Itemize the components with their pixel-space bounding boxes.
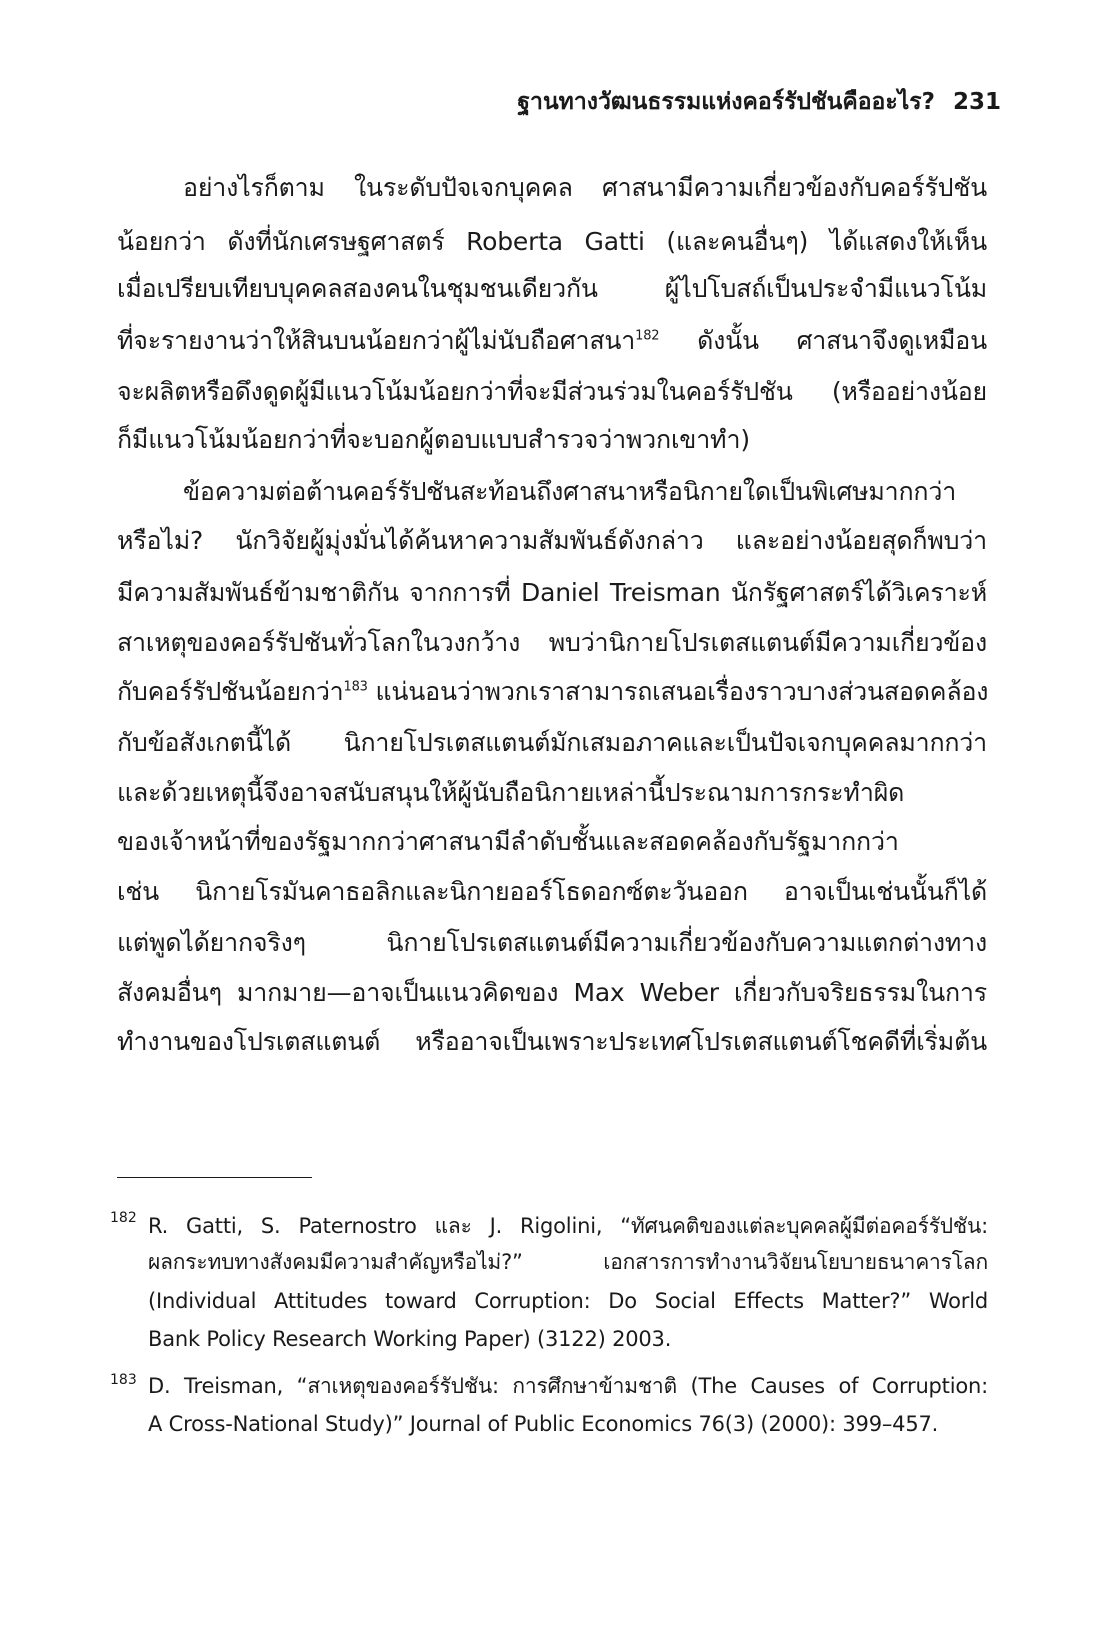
running-head (517, 84, 1001, 120)
body-line: แต่พูดได้ยากจริงๆ นิกายโปรเตสแตนต์มีความเกี่ยวข้องกับความแตกต่างทาง (117, 928, 987, 957)
body-line-part: แน่นอนว่าพวกเราสามารถเสนอเรื่องราวบางส่วนสอดคล้อง (367, 677, 989, 706)
footnote-ref-182[interactable]: 182 (635, 328, 660, 344)
body-line: จะผลิตหรือดึงดูดผู้มีแนวโน้มน้อยกว่าที่จะมีส่วนร่วมในคอร์รัปชัน (หรืออย่างน้อย (117, 377, 987, 406)
body-line: สังคมอื่นๆ มากมาย—อาจเป็นแนวคิดของ Max Weber เกี่ยวกับจริยธรรมในการ (117, 978, 987, 1007)
running-head-title: ฐานทางวัฒนธรรมแห่งคอร์รัปชันคืออะไร? (517, 89, 935, 115)
body-line: สาเหตุของคอร์รัปชันทั่วโลกในวงกว้าง พบว่านิกายโปรเตสแตนต์มีความเกี่ยวข้อง (117, 628, 987, 657)
footnote-line: D. Treisman, “สาเหตุของคอร์รัปชัน: การศึกษาข้ามชาติ (The Causes of Corruption: (148, 1374, 988, 1398)
footnote-ref-183[interactable]: 183 (343, 679, 368, 695)
body-line-with-ref (117, 325, 987, 357)
body-line: ข้อความต่อต้านคอร์รัปชันสะท้อนถึงศาสนาหรือนิกายใดเป็นพิเศษมากกว่า (183, 477, 957, 506)
body-line: กับข้อสังเกตนี้ได้ นิกายโปรเตสแตนต์มักเสมอภาคและเป็นปัจเจกบุคคลมากกว่า (117, 728, 987, 757)
body-line-part: ที่จะรายงานว่าให้สินบนน้อยกว่าผู้ไม่นับถือศาสนา (117, 326, 636, 355)
footnote-number: 182 (110, 1210, 137, 1226)
body-line: เช่น นิกายโรมันคาธอลิกและนิกายออร์โธดอกซ์ตะวันออก อาจเป็นเช่นนั้นก็ได้ (117, 877, 987, 906)
body-line: ก็มีแนวโน้มน้อยกว่าที่จะบอกผู้ตอบแบบสำรวจว่าพวกเขาทำ) (117, 425, 750, 454)
body-line: มีความสัมพันธ์ข้ามชาติกัน จากการที่ Daniel Treisman นักรัฐศาสตร์ได้วิเคราะห์ (117, 578, 987, 607)
footnote-number: 183 (110, 1372, 137, 1388)
body-line: น้อยกว่า ดังที่นักเศรษฐศาสตร์ Roberta Gatti (และคนอื่นๆ) ได้แสดงให้เห็น (117, 227, 987, 256)
body-line: หรือไม่? นักวิจัยผู้มุ่งมั่นได้ค้นหาความสัมพันธ์ดังกล่าว และอย่างน้อยสุดก็พบว่า (117, 526, 987, 555)
footnote-line: ผลกระทบทางสังคมมีความสำคัญหรือไม่?” เอกสารการทำงานวิจัยนโยบายธนาคารโลก (148, 1250, 988, 1274)
footnote-separator (117, 1177, 312, 1178)
body-line: เมื่อเปรียบเทียบบุคคลสองคนในชุมชนเดียวกัน ผู้ไปโบสถ์เป็นประจำมีแนวโน้ม (117, 274, 987, 303)
footnote-line: (Individual Attitudes toward Corruption: Do Social Effects Matter?” World (148, 1289, 988, 1313)
page-number: 231 (952, 89, 1001, 115)
body-line-part: กับคอร์รัปชันน้อยกว่า (117, 677, 344, 706)
footnote-line: Bank Policy Research Working Paper) (3122) 2003. (148, 1327, 672, 1351)
body-line-with-ref (117, 676, 987, 708)
body-line: และด้วยเหตุนี้จึงอาจสนับสนุนให้ผู้นับถือนิกายเหล่านี้ประณามการกระทำผิด (117, 778, 905, 807)
body-line: ทำงานของโปรเตสแตนต์ หรืออาจเป็นเพราะประเทศโปรเตสแตนต์โชคดีที่เริ่มต้น (117, 1027, 987, 1056)
body-line: ของเจ้าหน้าที่ของรัฐมากกว่าศาสนามีลำดับชั้นและสอดคล้องกับรัฐมากกว่า (117, 827, 899, 856)
body-line: อย่างไรก็ตาม ในระดับปัจเจกบุคคล ศาสนามีความเกี่ยวข้องกับคอร์รัปชัน (183, 173, 987, 202)
footnote-line: R. Gatti, S. Paternostro และ J. Rigolini, “ทัศนคติของแต่ละบุคคลผู้มีต่อคอร์รัปชัน: (148, 1214, 988, 1238)
body-line-part: ดังนั้น ศาสนาจึงดูเหมือน (659, 326, 987, 355)
footnote-line: A Cross-National Study)” Journal of Public Economics 76(3) (2000): 399–457. (148, 1412, 939, 1436)
